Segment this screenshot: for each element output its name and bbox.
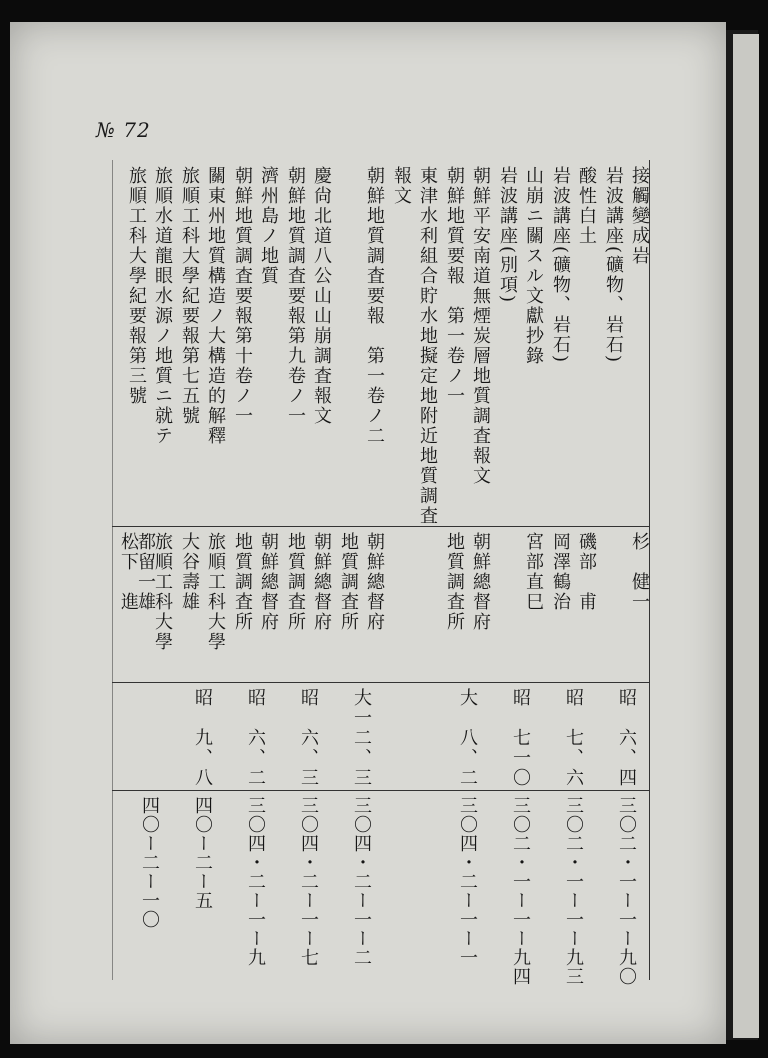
catalog-entry <box>173 160 226 980</box>
entry-title: 朝鮮地質調査要報 第一卷ノ二 <box>364 166 385 446</box>
entry-title: 岩波講座(礦物、岩石) <box>550 166 571 365</box>
entry-title: 朝鮮地質調査要報第九卷ノ一 <box>285 166 306 426</box>
catalog-entry <box>597 160 650 986</box>
entry-call-number: 三〇二・一ー一ー九三 <box>563 796 584 986</box>
entry-call-number: 三〇二・一ー一ー九四 <box>510 796 531 986</box>
catalog-entry <box>226 160 279 980</box>
entry-author: 松下 進 <box>118 532 139 612</box>
entry-title: 關東州地質構造ノ大構造的解釋 <box>205 166 226 446</box>
entry-author: 地質調査所 <box>232 532 253 632</box>
entry-title: 東津水利組合貯水地擬定地附近地質調査 <box>417 166 438 526</box>
entry-author: 地質調査所 <box>444 532 465 632</box>
catalog-entry <box>279 160 332 980</box>
entry-call-number: 四〇ー二ー五 <box>192 796 213 910</box>
entry-author: 地質調査所 <box>285 532 306 632</box>
catalog-entry <box>438 160 491 980</box>
entry-author: 杉 健一 <box>629 532 650 612</box>
entry-author: 旅順工科大學 <box>205 532 226 652</box>
entry-author: 岡澤鶴治 <box>550 532 571 612</box>
catalog-table <box>112 160 650 986</box>
entry-date: 大一二、三 <box>351 688 372 788</box>
entry-author: 朝鮮總督府 <box>470 532 491 632</box>
entry-date: 昭 六、三 <box>298 688 319 788</box>
entry-title: 報文 <box>391 166 412 206</box>
entry-title: 岩波講座(礦物、岩石) <box>603 166 624 365</box>
entry-author: 宮部直巳 <box>523 532 544 612</box>
entry-call-number: 三〇四・二ー一ー九 <box>245 796 266 967</box>
entry-author: 朝鮮總督府 <box>311 532 332 632</box>
entry-call-number: 三〇四・二ー一ー七 <box>298 796 319 967</box>
entry-title: 慶尙北道八公山山崩調査報文 <box>311 166 332 426</box>
entry-call-number: 三〇四・二ー一ー二 <box>351 796 372 967</box>
entry-title: 旅順水道龍眼水源ノ地質ニ就テ <box>152 166 173 446</box>
entry-title: 旅順工科大學紀要報第三號 <box>126 166 147 406</box>
entry-call-number: 四〇ー二ー一〇 <box>139 796 160 929</box>
page-number: № 72 <box>96 118 151 142</box>
book-edge <box>733 34 759 1038</box>
entry-title: 朝鮮地質調査要報第十卷ノ一 <box>232 166 253 426</box>
entry-title: 接觸變成岩 <box>629 166 650 266</box>
entry-call-number: 三〇四・二ー一ー一 <box>457 796 478 967</box>
entry-title: 岩波講座(別項) <box>497 166 518 305</box>
entry-call-number: 三〇二・一ー一ー九〇 <box>616 796 637 986</box>
entry-title: 朝鮮地質要報 第一卷ノ一 <box>444 166 465 406</box>
entry-date: 昭 七一〇 <box>510 688 531 788</box>
entry-author: 朝鮮總督府 <box>258 532 279 632</box>
entry-title: 朝鮮平安南道無煙炭層地質調査報文 <box>470 166 491 486</box>
entry-author: 地質調査所 <box>338 532 359 632</box>
catalog-entry <box>120 160 173 980</box>
entry-date: 昭 七、六 <box>563 688 584 788</box>
entry-date: 大 八、二 <box>457 688 478 788</box>
table-left-border <box>112 160 113 980</box>
catalog-entry <box>544 160 597 986</box>
catalog-entry <box>332 160 385 980</box>
entry-title: 旅順工科大學紀要報第七五號 <box>179 166 200 426</box>
catalog-entry <box>385 160 438 980</box>
entry-author: 旅順工科大學 <box>152 532 173 652</box>
entry-date: 昭 六、四 <box>616 688 637 788</box>
entry-date: 昭 九、八 <box>192 688 213 788</box>
entry-date: 昭 六、二 <box>245 688 266 788</box>
entry-title: 濟州島ノ地質 <box>258 166 279 286</box>
entry-author: 都留一雄 <box>135 532 156 612</box>
entry-author: 磯部 甫 <box>576 532 597 612</box>
catalog-entry <box>491 160 544 986</box>
entry-title: 山崩ニ關スル文獻抄錄 <box>523 166 544 366</box>
entry-author: 大谷壽雄 <box>179 532 200 612</box>
entry-title: 酸性白土 <box>576 166 597 246</box>
entry-author: 朝鮮總督府 <box>364 532 385 632</box>
